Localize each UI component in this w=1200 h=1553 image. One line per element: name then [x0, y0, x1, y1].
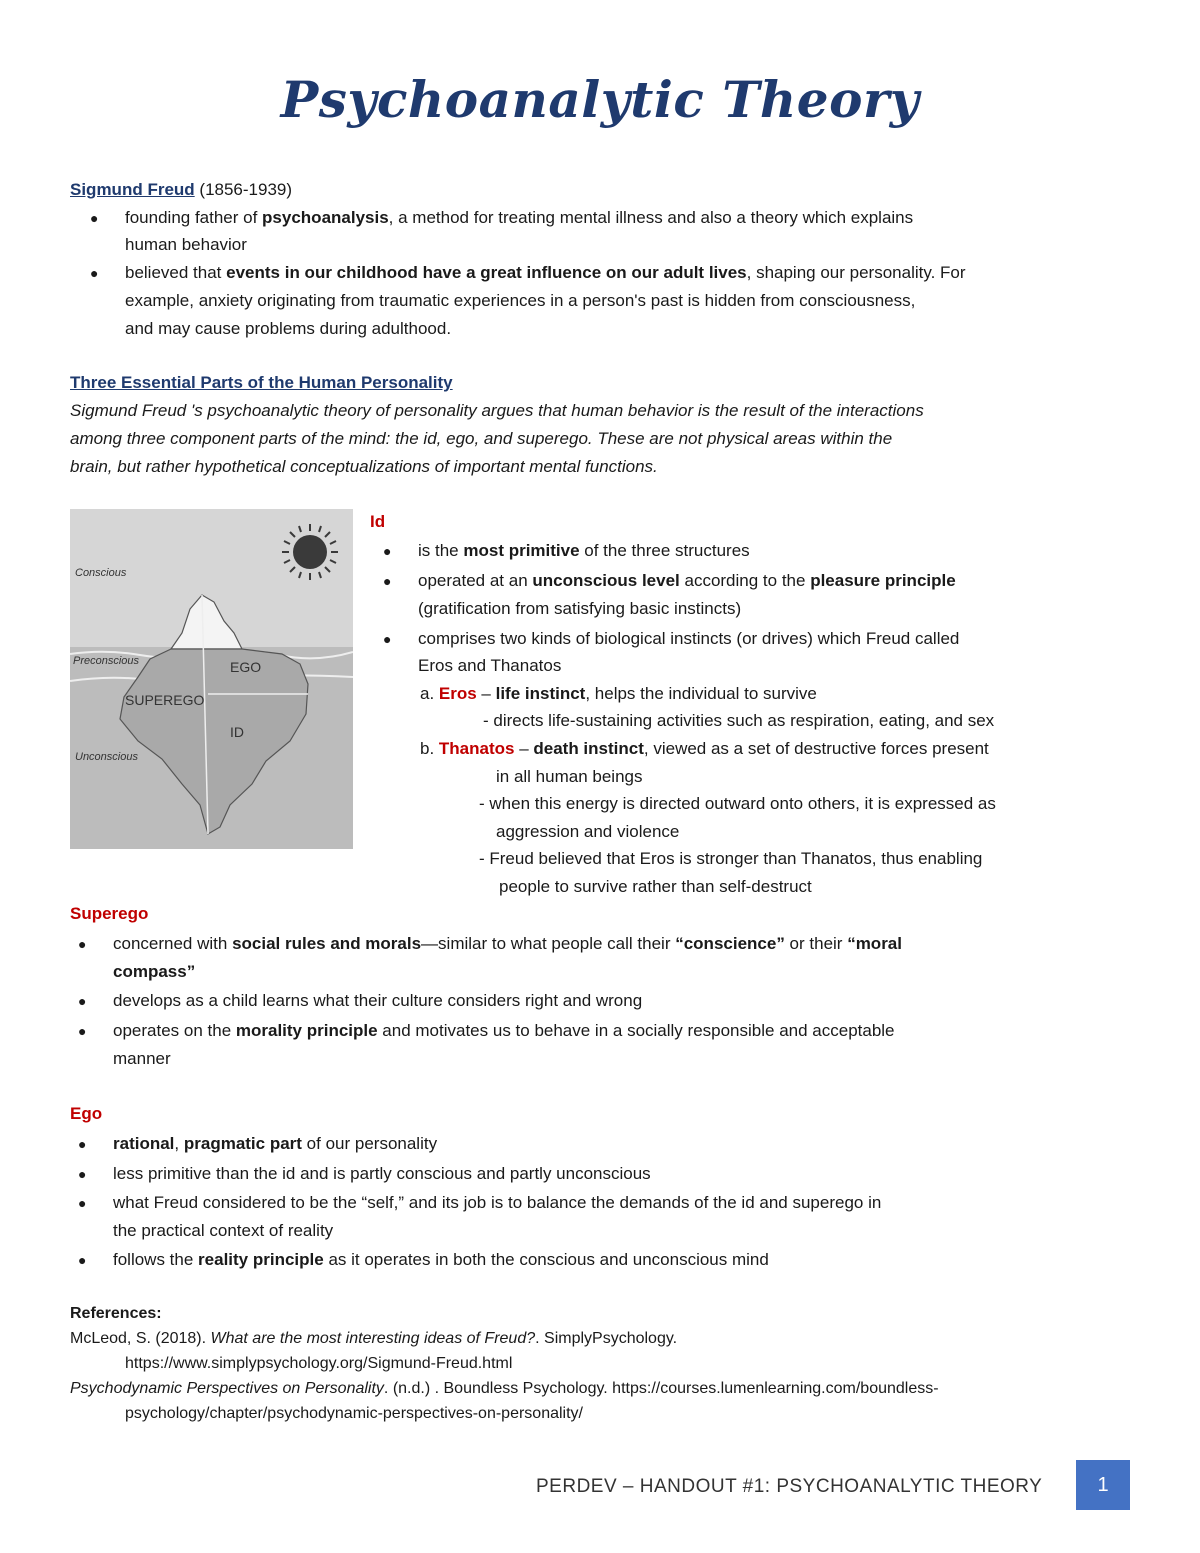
superego-bullet-3-cont: manner — [113, 1049, 171, 1068]
page-title: Psychoanalytic Theory — [280, 70, 920, 129]
id-heading: Id — [370, 512, 386, 531]
references-heading: References: — [70, 1305, 162, 1322]
id-eros-sub: - directs life-sustaining activities such as respiration, eating, and sex — [483, 711, 995, 730]
freud-heading — [70, 176, 292, 204]
bullet-icon: ● — [78, 1252, 87, 1268]
iceberg-figure — [70, 509, 353, 849]
bullet-icon: ● — [90, 265, 99, 281]
freud-bullet-1-cont: human behavior — [125, 235, 247, 254]
freud-name: Sigmund Freud — [70, 180, 195, 199]
bullet-icon: ● — [78, 993, 87, 1009]
bullet-icon: ● — [383, 631, 392, 647]
superego-bullet-1-cont: compass” — [113, 962, 196, 981]
ego-bullet-1: rational, pragmatic part of our personality — [113, 1134, 438, 1153]
superego-bullet-1: concerned with social rules and morals—similar to what people call their “conscience” or their “moral — [113, 934, 902, 953]
label-unconscious: Unconscious — [75, 751, 138, 763]
parts-paragraph-line: brain, but rather hypothetical conceptualizations of important mental functions. — [70, 457, 658, 476]
page-number: 1 — [1076, 1460, 1130, 1510]
superego-bullet-3: operates on the morality principle and motivates us to behave in a socially responsible and acceptable — [113, 1021, 895, 1040]
label-conscious: Conscious — [75, 567, 127, 579]
bullet-icon: ● — [383, 543, 392, 559]
reference-1: McLeod, S. (2018). What are the most interesting ideas of Freud?. SimplyPsychology. — [70, 1330, 678, 1347]
label-superego: SUPEREGO — [125, 692, 205, 708]
id-thanatos-sub-2: - Freud believed that Eros is stronger than Thanatos, thus enabling — [479, 849, 983, 868]
superego-bullet-2: develops as a child learns what their culture considers right and wrong — [113, 991, 643, 1010]
id-bullet-2: operated at an unconscious level according to the pleasure principle — [418, 571, 956, 590]
id-bullet-1: is the most primitive of the three structures — [418, 541, 750, 560]
ego-heading: Ego — [70, 1104, 103, 1123]
superego-heading: Superego — [70, 904, 149, 923]
bullet-icon: ● — [383, 573, 392, 589]
ego-bullet-2: less primitive than the id and is partly conscious and partly unconscious — [113, 1164, 651, 1183]
id-thanatos-cont: in all human beings — [496, 767, 643, 786]
label-preconscious: Preconscious — [73, 655, 140, 667]
bullet-icon: ● — [78, 1023, 87, 1039]
bullet-icon: ● — [78, 1136, 87, 1152]
id-thanatos-item: b. Thanatos – death instinct, viewed as a set of destructive forces present — [420, 739, 989, 758]
label-ego: EGO — [230, 659, 262, 675]
id-bullet-3: comprises two kinds of biological instincts (or drives) which Freud called — [418, 629, 960, 648]
id-eros-item: a. Eros – life instinct, helps the individual to survive — [420, 684, 817, 703]
freud-bullet-2-cont: example, anxiety originating from traumatic experiences in a person's past is hidden from consciousness, — [125, 291, 916, 310]
bullet-icon: ● — [90, 210, 99, 226]
id-thanatos-sub-1: - when this energy is directed outward onto others, it is expressed as — [479, 794, 996, 813]
reference-2-cont[interactable]: psychology/chapter/psychodynamic-perspectives-on-personality/ — [125, 1405, 583, 1422]
freud-bullet-1: founding father of psychoanalysis, a method for treating mental illness and also a theory which explains — [125, 208, 914, 227]
id-thanatos-sub-1-cont: aggression and violence — [496, 822, 680, 841]
parts-paragraph-line: among three component parts of the mind: the id, ego, and superego. These are not physical areas within the — [70, 429, 893, 448]
id-bullet-2-cont: (gratification from satisfying basic instincts) — [418, 599, 742, 618]
freud-bullet-2: believed that events in our childhood have a great influence on our adult lives, shaping our personality. For — [125, 263, 966, 282]
parts-heading: Three Essential Parts of the Human Personality — [70, 373, 453, 392]
id-thanatos-sub-2-cont: people to survive rather than self-destruct — [499, 877, 812, 896]
parts-paragraph-line: Sigmund Freud 's psychoanalytic theory of personality argues that human behavior is the result of the interactions — [70, 401, 924, 420]
ego-bullet-4: follows the reality principle as it operates in both the conscious and unconscious mind — [113, 1250, 769, 1269]
reference-1-url[interactable]: https://www.simplypsychology.org/Sigmund-Freud.html — [125, 1355, 513, 1372]
bullet-icon: ● — [78, 1166, 87, 1182]
ego-bullet-3: what Freud considered to be the “self,” and its job is to balance the demands of the id and superego in — [113, 1193, 882, 1212]
freud-bullet-2-cont2: and may cause problems during adulthood. — [125, 319, 452, 338]
footer-text: PERDEV – HANDOUT #1: PSYCHOANALYTIC THEORY — [536, 1476, 1043, 1497]
id-bullet-3-cont: Eros and Thanatos — [418, 656, 562, 675]
bullet-icon: ● — [78, 936, 87, 952]
ego-bullet-3-cont: the practical context of reality — [113, 1221, 334, 1240]
freud-years: (1856-1939) — [199, 180, 293, 199]
reference-2: Psychodynamic Perspectives on Personality. (n.d.) . Boundless Psychology. https://courses.lumenlearning.com/boundless- — [70, 1380, 939, 1397]
label-id: ID — [230, 724, 244, 740]
bullet-icon: ● — [78, 1195, 87, 1211]
